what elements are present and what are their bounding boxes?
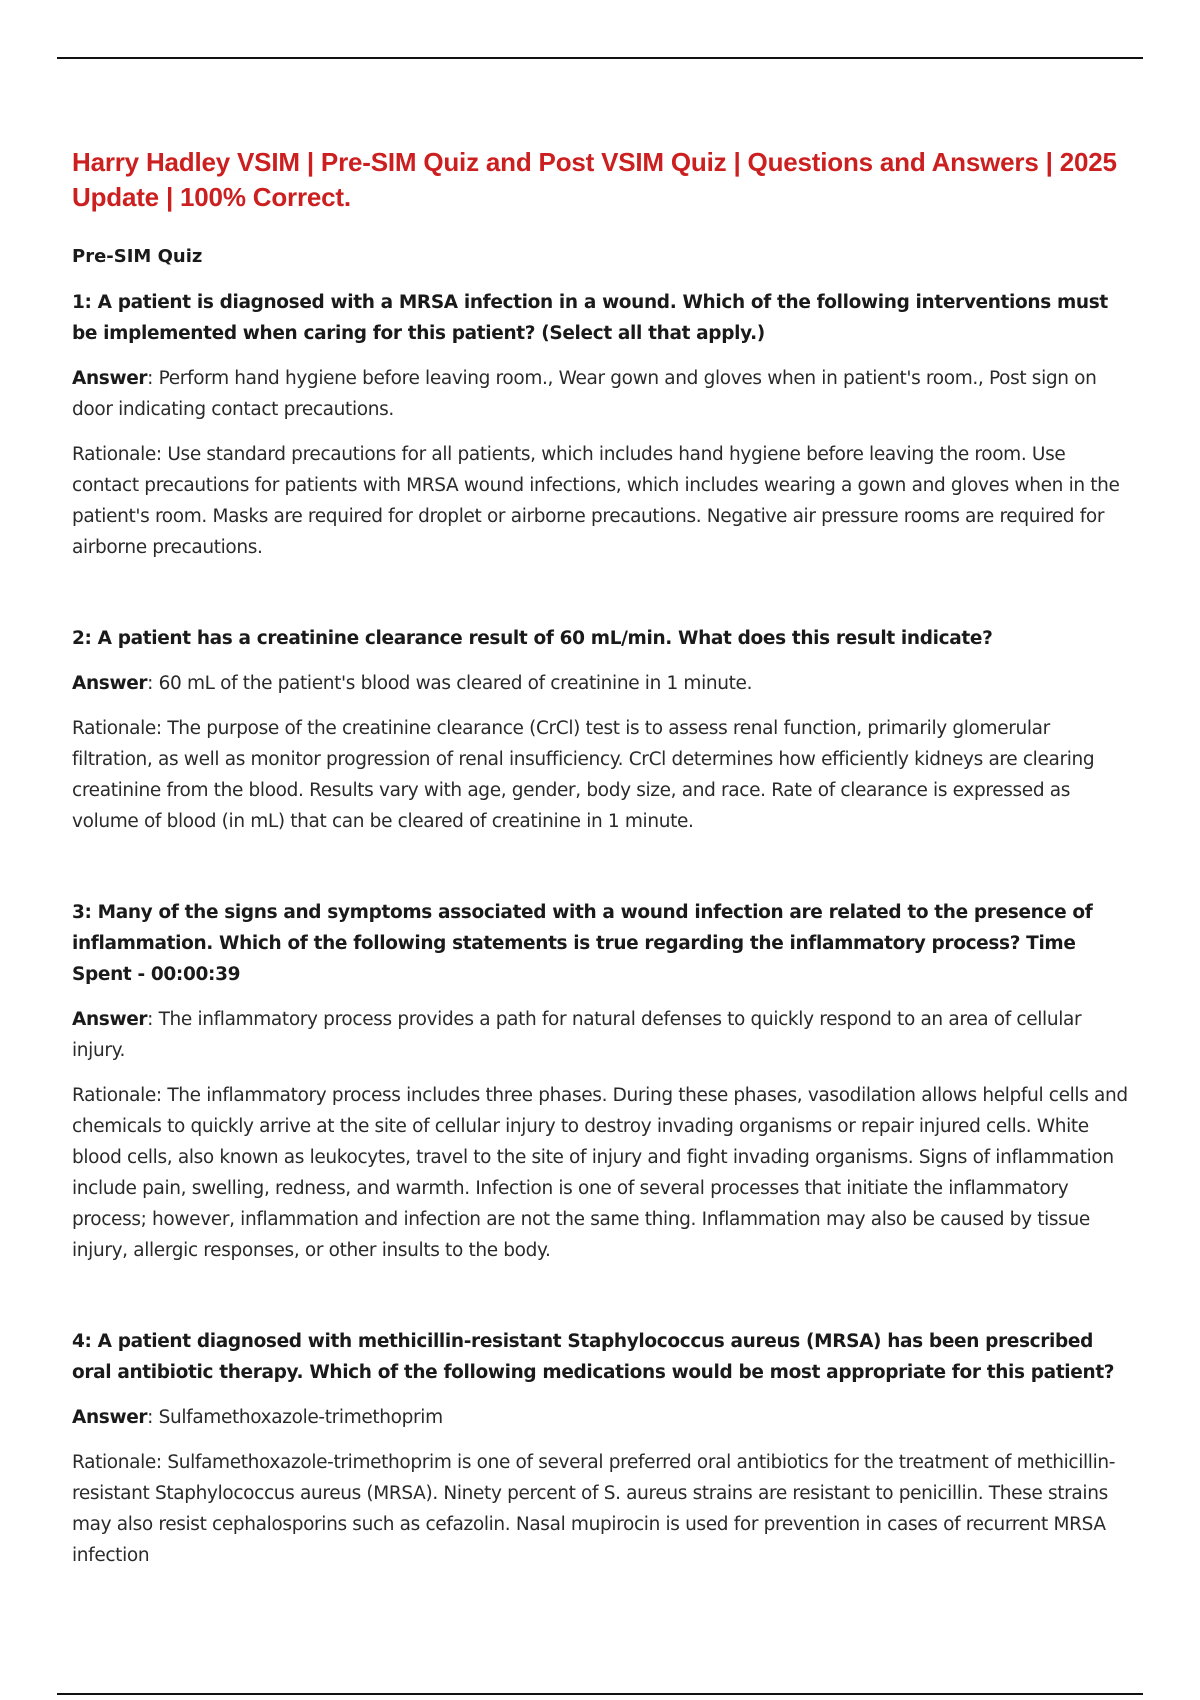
answer-line: Answer: Perform hand hygiene before leaving room., Wear gown and gloves when in patient's room., Post sign on door indicating contact precautions.: [72, 368, 1097, 420]
answer-label: Answer: [72, 368, 148, 389]
rationale-text: Rationale: The inflammatory process includes three phases. During these phases, vasodilation allows helpful cells and chemicals to quickly arrive at the site of cellular injury to destroy invading organisms or repair injured cells. White blood cells, also known as leukocytes, travel to the site of injury and fight invading organisms. Signs of inflammation include pain, swelling, redness, and warmth. Infection is one of several processes that initiate the inflammatory process; however, inflammation and infection are not the same thing. Inflammation may also be caused by tissue injury, allergic responses, or other insults to the body.: [72, 1085, 1128, 1261]
document-page: [72, 145, 1130, 1571]
header-rule: [57, 57, 1143, 59]
answer-line: Answer: The inflammatory process provides a path for natural defenses to quickly respond to an area of cellular injury.: [72, 1009, 1082, 1061]
document-title: Harry Hadley VSIM | Pre-SIM Quiz and Post VSIM Quiz | Questions and Answers | 2025 Update | 100% Correct.: [72, 147, 1117, 212]
answer-line: Answer: 60 mL of the patient's blood was cleared of creatinine in 1 minute.: [72, 673, 753, 694]
answer-text: Sulfamethoxazole-trimethoprim: [158, 1407, 443, 1428]
question-text: 2: A patient has a creatinine clearance result of 60 mL/min. What does this result indicate?: [72, 628, 993, 649]
answer-text: 60 mL of the patient's blood was cleared of creatinine in 1 minute.: [158, 673, 753, 694]
rationale-text: Rationale: Use standard precautions for all patients, which includes hand hygiene before leaving the room. Use contact precautions for patients with MRSA wound infections, which includes wearing a gown and gloves when in the patient's room. Masks are required for droplet or airborne precautions. Negative air pressure rooms are required for airborne precautions.: [72, 444, 1120, 558]
question-block: [72, 287, 1130, 563]
question-block: [72, 897, 1130, 1266]
question-block: [72, 1326, 1130, 1571]
answer-line: Answer: Sulfamethoxazole-trimethoprim: [72, 1407, 443, 1428]
footer-rule: [57, 1693, 1143, 1695]
answer-label: Answer: [72, 1009, 148, 1030]
answer-label: Answer: [72, 673, 148, 694]
rationale-text: Rationale: Sulfamethoxazole-trimethoprim is one of several preferred oral antibiotics for the treatment of methicillin-resistant Staphylococcus aureus (MRSA). Ninety percent of S. aureus strains are resistant to penicillin. These strains may also resist cephalosporins such as cefazolin. Nasal mupirocin is used for prevention in cases of recurrent MRSA infection: [72, 1452, 1116, 1566]
answer-text: Perform hand hygiene before leaving room., Wear gown and gloves when in patient's room., Post sign on door indicating contact precautions.: [72, 368, 1097, 420]
section-heading: Pre-SIM Quiz: [72, 246, 203, 267]
question-block: [72, 623, 1130, 837]
answer-text: The inflammatory process provides a path for natural defenses to quickly respond to an area of cellular injury.: [72, 1009, 1082, 1061]
question-text: 4: A patient diagnosed with methicillin-resistant Staphylococcus aureus (MRSA) has been prescribed oral antibiotic therapy. Which of the following medications would be most appropriate for this patient?: [72, 1331, 1115, 1383]
question-text: 3: Many of the signs and symptoms associated with a wound infection are related to the presence of inflammation. Which of the following statements is true regarding the inflammatory process? Time Spent - 00:00:39: [72, 902, 1093, 985]
question-text: 1: A patient is diagnosed with a MRSA infection in a wound. Which of the following interventions must be implemented when caring for this patient? (Select all that apply.): [72, 292, 1108, 344]
answer-label: Answer: [72, 1407, 148, 1428]
rationale-text: Rationale: The purpose of the creatinine clearance (CrCl) test is to assess renal function, primarily glomerular filtration, as well as monitor progression of renal insufficiency. CrCl determines how efficiently kidneys are clearing creatinine from the blood. Results vary with age, gender, body size, and race. Rate of clearance is expressed as volume of blood (in mL) that can be cleared of creatinine in 1 minute.: [72, 718, 1095, 832]
